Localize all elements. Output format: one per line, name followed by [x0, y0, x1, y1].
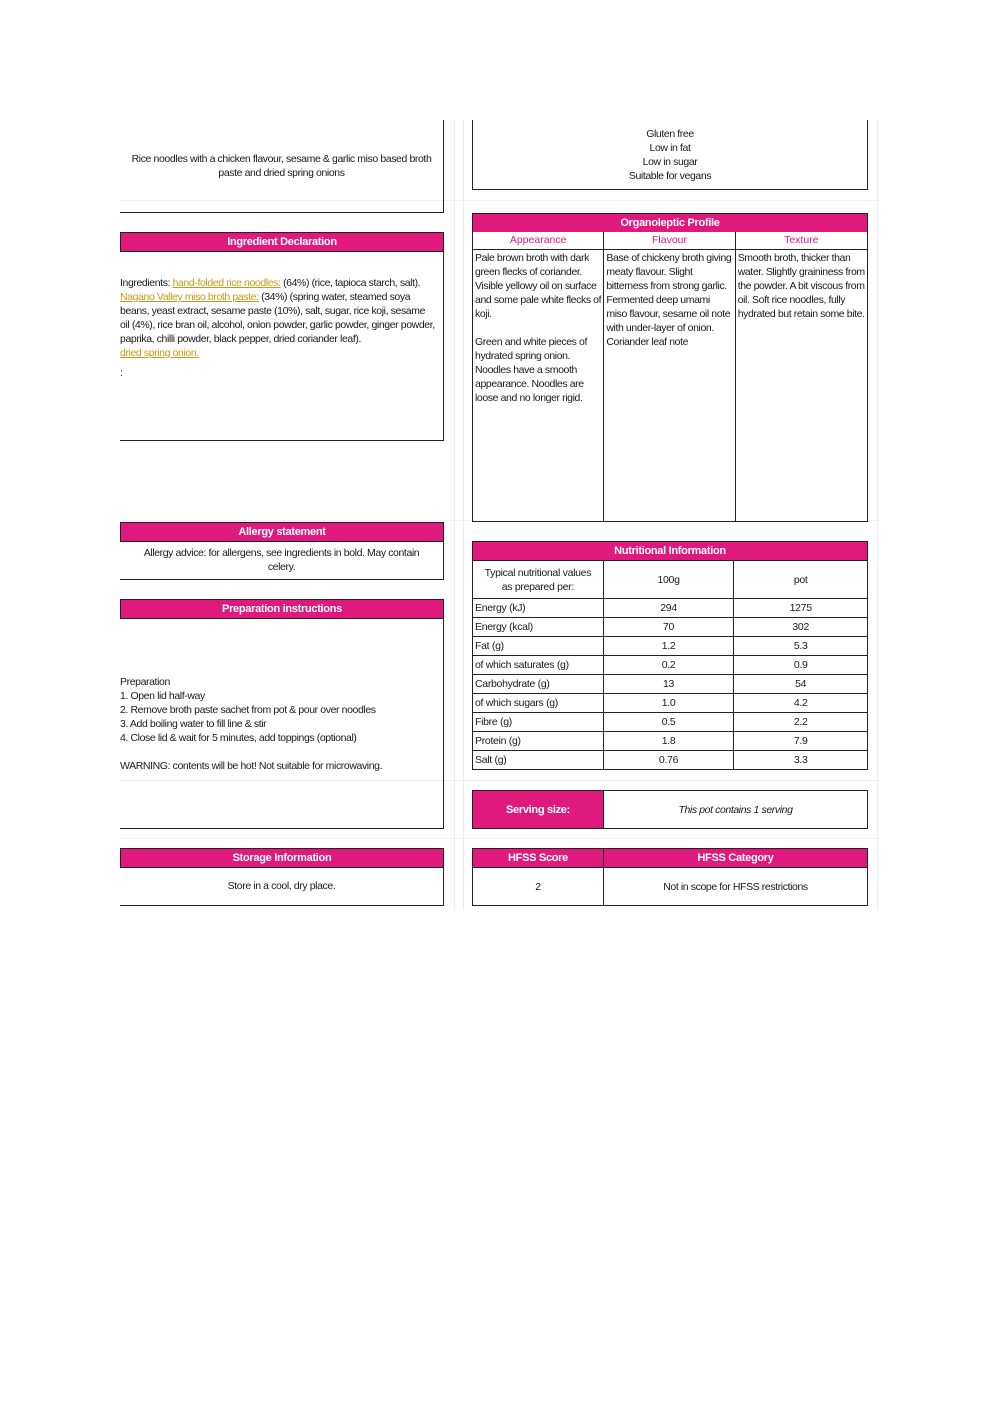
nutrient-pot: 54: [734, 675, 868, 694]
claim-item: Suitable for vegans: [628, 169, 712, 182]
preparation-text: [120, 618, 443, 773]
nutrient-per100: 294: [603, 599, 734, 618]
nutrient-pot: 2.2: [734, 713, 868, 732]
column-flavour: Flavour: [604, 232, 735, 249]
nutrient-pot: 7.9: [734, 732, 868, 751]
texture-cell: [736, 250, 867, 521]
allergy-box: [120, 541, 444, 580]
nutrient-pot: 5.3: [734, 637, 868, 656]
nutrient-per100: 1.2: [603, 637, 734, 656]
product-description-box: [120, 120, 444, 213]
hfss-score: 2: [535, 880, 541, 893]
preparation-box: [120, 618, 444, 829]
ingredient-text: [120, 251, 443, 380]
nutrient-name: Salt (g): [473, 751, 604, 770]
ingredients-label: Ingredients:: [120, 277, 171, 289]
hfss-category-header: HFSS Category: [603, 848, 868, 868]
hfss-category-box: [603, 867, 868, 906]
nutrient-pot: 0.9: [734, 656, 868, 675]
table-row: [473, 732, 868, 751]
preparation-step: 4. Close lid & wait for 5 minutes, add toppings (optional): [120, 732, 357, 744]
nutrient-per100: 13: [603, 675, 734, 694]
table-row: [473, 751, 868, 770]
nutrient-name: Protein (g): [473, 732, 604, 751]
flavour-text: Base of chickeny broth giving meaty flavour. Slight bitterness from strong garlic. Fermented deep umami miso flavour, sesame oil note with under-layer of onion. Coriander leaf note: [606, 252, 732, 348]
nutrition-col-100g: 100g: [603, 561, 734, 599]
table-row: [473, 599, 868, 618]
nutrient-pot: 1275: [734, 599, 868, 618]
nutrition-header: Nutritional Information: [472, 541, 868, 561]
preparation-title: Preparation: [120, 676, 170, 688]
nutrition-table-wrap: [472, 560, 868, 770]
claim-item: Low in sugar: [642, 155, 698, 168]
nutrient-pot: 302: [734, 618, 868, 637]
table-row: [473, 713, 868, 732]
claims-box: [472, 120, 868, 190]
organoleptic-table: [472, 232, 868, 522]
trailing-mark: :: [120, 367, 123, 379]
preparation-step: 2. Remove broth paste sachet from pot & pour over noodles: [120, 704, 376, 716]
preparation-warning: WARNING: contents will be hot! Not suitable for microwaving.: [120, 760, 383, 772]
nutrient-per100: 0.2: [603, 656, 734, 675]
table-row: [473, 637, 868, 656]
appearance-cell: [473, 250, 604, 521]
texture-text: Smooth broth, thicker than water. Slightly graininess from the powder. A bit viscous from oil. Soft rice noodles, fully hydrated but retain some bite.: [737, 252, 865, 320]
preparation-step: 3. Add boiling water to fill line & stir: [120, 718, 267, 730]
table-row: [473, 618, 868, 637]
storage-header: Storage Information: [120, 848, 444, 868]
nutrition-col-pot: pot: [734, 561, 868, 599]
hfss-score-header: HFSS Score: [472, 848, 604, 868]
allergy-text: Allergy advice: for allergens, see ingredients in bold. May contain celery.: [143, 547, 420, 573]
organoleptic-header-row: [473, 232, 867, 250]
hfss-score-box: [472, 867, 604, 906]
serving-value-box: [603, 790, 868, 829]
flavour-cell: [604, 250, 735, 521]
table-row: [473, 675, 868, 694]
preparation-header: Preparation instructions: [120, 599, 444, 619]
serving-value: This pot contains 1 serving: [678, 803, 793, 816]
miso-broth-text: (34%) (spring water, steamed soya beans, yeast extract, sesame paste (10%), salt, sugar, rice koji, sesame oil (4%), rice bran oil, alcohol, onion powder, garlic powder, ginger powder, paprika, chilli powder, black pepper, dried coriander leaf).: [120, 291, 435, 345]
nutrient-name: of which saturates (g): [473, 656, 604, 675]
nutrient-name: Energy (kcal): [473, 618, 604, 637]
nutrition-table: [472, 560, 868, 770]
nutrient-per100: 1.8: [603, 732, 734, 751]
nutrient-name: Carbohydrate (g): [473, 675, 604, 694]
nutrient-per100: 1.0: [603, 694, 734, 713]
rice-noodles-text: (64%) (rice, tapioca starch, salt).: [283, 277, 421, 289]
nutrition-col-label: Typical nutritional values as prepared per:: [473, 561, 604, 599]
nutrient-per100: 70: [603, 618, 734, 637]
nutrient-name: Energy (kJ): [473, 599, 604, 618]
table-row: [473, 656, 868, 675]
rice-noodles-link[interactable]: hand-folded rice noodles:: [172, 277, 281, 289]
table-row: [473, 694, 868, 713]
serving-label: Serving size:: [472, 790, 604, 829]
allergy-header: Allergy statement: [120, 522, 444, 542]
storage-box: [120, 867, 444, 906]
storage-text: Store in a cool, dry place.: [227, 880, 336, 892]
miso-broth-link[interactable]: Nagano Valley miso broth paste:: [120, 291, 259, 303]
ingredient-box: [120, 251, 444, 441]
appearance-text: Pale brown broth with dark green flecks of coriander. Visible yellowy oil on surface and some pale white flecks of koji.: [475, 252, 602, 320]
ingredient-header: Ingredient Declaration: [120, 232, 444, 252]
nutrient-name: of which sugars (g): [473, 694, 604, 713]
appearance-text: Green and white pieces of hydrated spring onion. Noodles have a smooth appearance. Noodles are loose and no longer rigid.: [475, 336, 587, 404]
nutrient-per100: 0.5: [603, 713, 734, 732]
product-description: Rice noodles with a chicken flavour, sesame & garlic miso based broth paste and dried spring onions: [131, 153, 432, 179]
column-appearance: Appearance: [473, 232, 604, 249]
preparation-step: 1. Open lid half-way: [120, 690, 205, 702]
column-texture: Texture: [784, 234, 819, 246]
nutrient-name: Fibre (g): [473, 713, 604, 732]
hfss-category: Not in scope for HFSS restrictions: [663, 880, 808, 893]
organoleptic-header: Organoleptic Profile: [472, 213, 868, 233]
nutrition-header-row: [473, 561, 868, 599]
nutrient-name: Fat (g): [473, 637, 604, 656]
nutrient-per100: 0.76: [603, 751, 734, 770]
nutrient-pot: 3.3: [734, 751, 868, 770]
nutrient-pot: 4.2: [734, 694, 868, 713]
claim-item: Low in fat: [649, 141, 691, 154]
spring-onion-link[interactable]: dried spring onion.: [120, 347, 199, 359]
claim-item: Gluten free: [646, 127, 694, 140]
